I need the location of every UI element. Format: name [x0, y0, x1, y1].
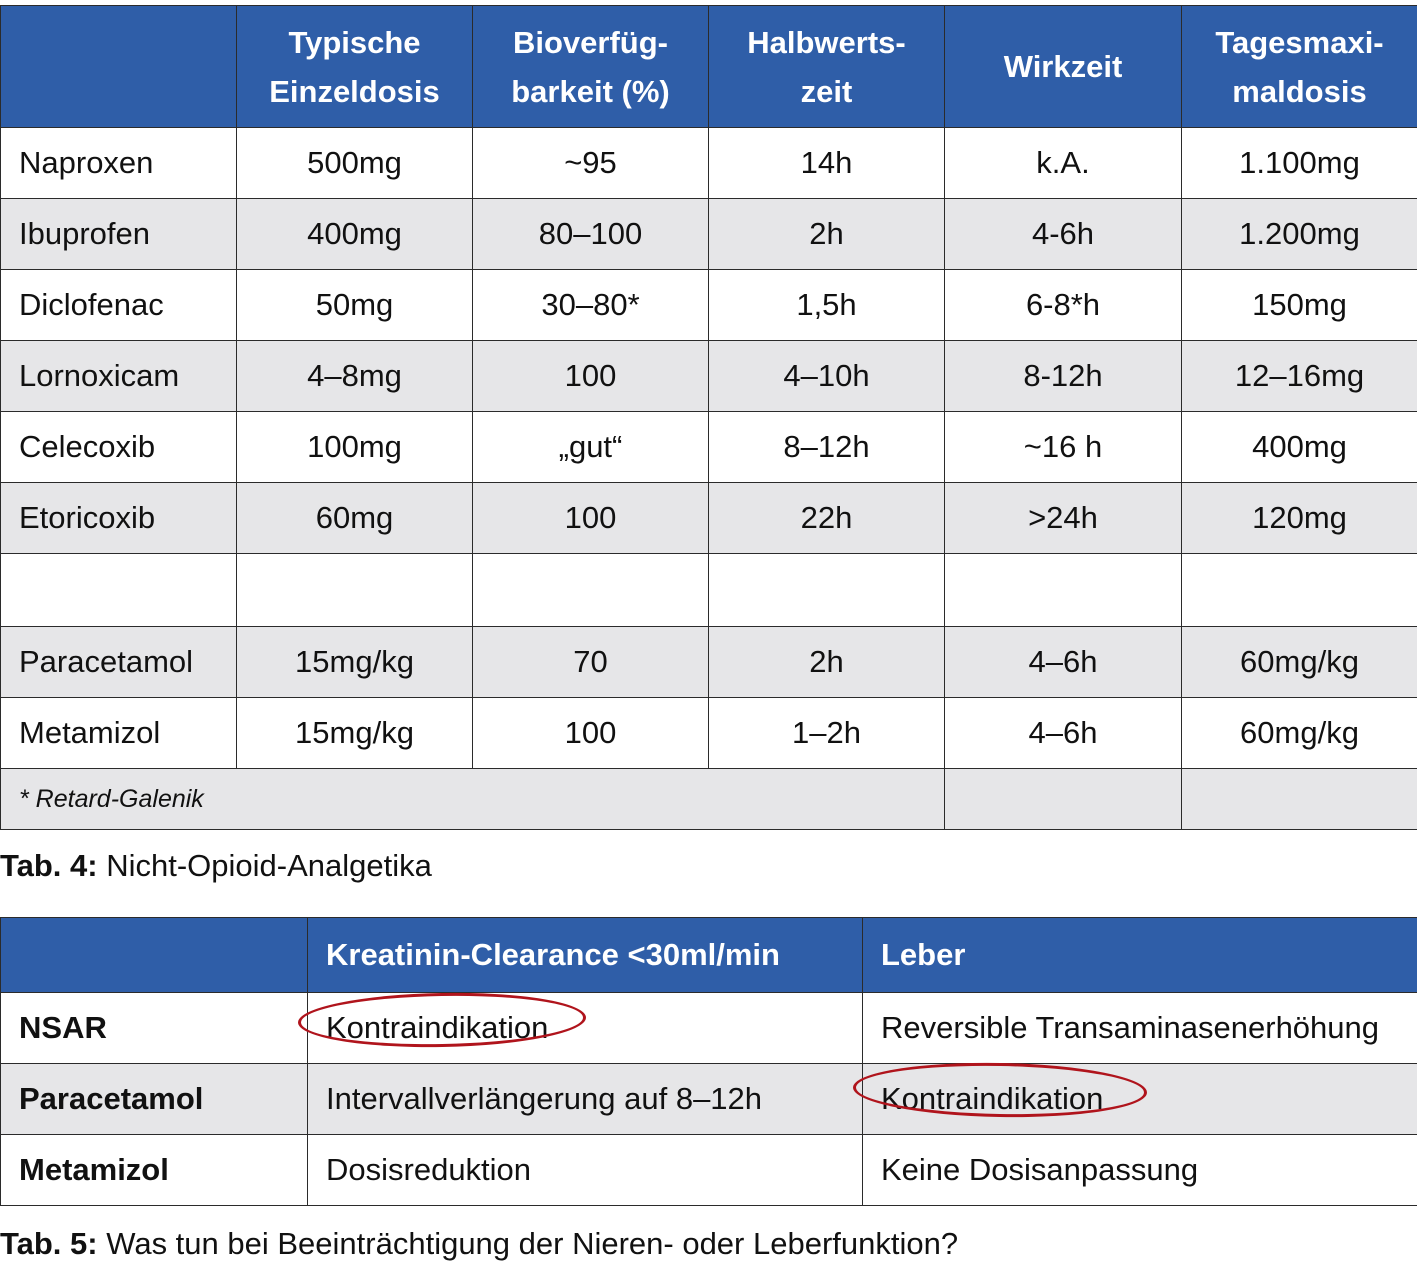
drug-name: Diclofenac [1, 270, 237, 341]
half-life: 8–12h [709, 412, 945, 483]
kidney-cell [308, 993, 863, 1064]
max-daily-dose [1182, 554, 1417, 627]
circled-text [881, 1081, 1103, 1117]
organ-function-table [0, 917, 1417, 1206]
max-daily-dose: 1.200mg [1182, 199, 1417, 270]
duration: k.A. [945, 128, 1182, 199]
max-daily-dose: 60mg/kg [1182, 698, 1417, 769]
bioavailability: 70 [473, 627, 709, 698]
header-bioavailability: Bioverfüg- barkeit (%) [473, 6, 709, 128]
table-row [1, 270, 1417, 341]
table-header-row [1, 918, 1417, 993]
kidney-cell: Intervallverlängerung auf 8–12h [308, 1064, 863, 1135]
max-daily-dose: 12–16mg [1182, 341, 1417, 412]
table-row [1, 1064, 1417, 1135]
kidney-note: Kontraindikation [326, 1010, 549, 1045]
drug-name: Metamizol [1, 698, 237, 769]
liver-note: Kontraindikation [881, 1081, 1104, 1116]
half-life: 22h [709, 483, 945, 554]
header-duration: Wirkzeit [945, 6, 1182, 128]
drug-name: Etoricoxib [1, 483, 237, 554]
half-life [709, 554, 945, 627]
drug-name: Paracetamol [1, 627, 237, 698]
table-row [1, 199, 1417, 270]
bioavailability: „gut“ [473, 412, 709, 483]
single-dose: 400mg [237, 199, 473, 270]
table-row [1, 1135, 1417, 1206]
duration: >24h [945, 483, 1182, 554]
single-dose: 15mg/kg [237, 627, 473, 698]
bioavailability: 100 [473, 483, 709, 554]
table-row [1, 128, 1417, 199]
max-daily-dose: 120mg [1182, 483, 1417, 554]
bioavailability: ~95 [473, 128, 709, 199]
header-half-life: Halbwerts- zeit [709, 6, 945, 128]
single-dose: 50mg [237, 270, 473, 341]
max-daily-dose: 60mg/kg [1182, 627, 1417, 698]
single-dose: 500mg [237, 128, 473, 199]
table-row [1, 412, 1417, 483]
table-header-row [1, 6, 1417, 128]
drug-name: Celecoxib [1, 412, 237, 483]
max-daily-dose: 150mg [1182, 270, 1417, 341]
duration: 8-12h [945, 341, 1182, 412]
bioavailability [473, 554, 709, 627]
single-dose [237, 554, 473, 627]
half-life: 4–10h [709, 341, 945, 412]
table-caption-5 [0, 1226, 958, 1262]
single-dose: 60mg [237, 483, 473, 554]
drug-name: Naproxen [1, 128, 237, 199]
bioavailability: 100 [473, 698, 709, 769]
header-cell-empty [1, 6, 237, 128]
drug-name: Paracetamol [1, 1064, 308, 1135]
max-daily-dose: 1.100mg [1182, 128, 1417, 199]
half-life: 2h [709, 199, 945, 270]
header-cell-empty [1, 918, 308, 993]
caption-label: Tab. 4: [0, 848, 98, 883]
liver-cell: Reversible Transaminasenerhöhung [863, 993, 1417, 1064]
caption-text: Nicht-Opioid-Analgetika [97, 848, 432, 883]
table-row [1, 483, 1417, 554]
half-life: 1,5h [709, 270, 945, 341]
table-row [1, 627, 1417, 698]
caption-text: Was tun bei Beeinträchtigung der Nieren- oder Leberfunktion? [97, 1226, 959, 1261]
duration: 4–6h [945, 627, 1182, 698]
single-dose: 15mg/kg [237, 698, 473, 769]
footnote: * Retard-Galenik [1, 769, 945, 830]
drug-name: Metamizol [1, 1135, 308, 1206]
liver-cell: Keine Dosisanpassung [863, 1135, 1417, 1206]
max-daily-dose: 400mg [1182, 412, 1417, 483]
duration [945, 554, 1182, 627]
footnote-blank-cell [1182, 769, 1417, 830]
bioavailability: 100 [473, 341, 709, 412]
header-max-daily-dose: Tagesmaxi- maldosis [1182, 6, 1417, 128]
duration: ~16 h [945, 412, 1182, 483]
half-life: 2h [709, 627, 945, 698]
table-row [1, 341, 1417, 412]
half-life: 14h [709, 128, 945, 199]
single-dose: 100mg [237, 412, 473, 483]
drug-name: NSAR [1, 993, 308, 1064]
bioavailability: 30–80* [473, 270, 709, 341]
header-kidney: Kreatinin-Clearance <30ml/min [308, 918, 863, 993]
kidney-cell: Dosisreduktion [308, 1135, 863, 1206]
half-life: 1–2h [709, 698, 945, 769]
drug-name: Ibuprofen [1, 199, 237, 270]
header-liver: Leber [863, 918, 1417, 993]
footnote-blank-cell [945, 769, 1182, 830]
single-dose: 4–8mg [237, 341, 473, 412]
bioavailability: 80–100 [473, 199, 709, 270]
liver-cell [863, 1064, 1417, 1135]
drug-name: Lornoxicam [1, 341, 237, 412]
duration: 4-6h [945, 199, 1182, 270]
table-row [1, 698, 1417, 769]
table-caption-4 [0, 848, 432, 884]
duration: 4–6h [945, 698, 1182, 769]
drug-name [1, 554, 237, 627]
duration: 6-8*h [945, 270, 1182, 341]
table-footnote-row [1, 769, 1417, 830]
table-row [1, 993, 1417, 1064]
circled-text [326, 1010, 548, 1046]
header-single-dose: Typische Einzeldosis [237, 6, 473, 128]
caption-label: Tab. 5: [0, 1226, 98, 1261]
table-row-empty [1, 554, 1417, 627]
nsaid-table [0, 5, 1417, 830]
